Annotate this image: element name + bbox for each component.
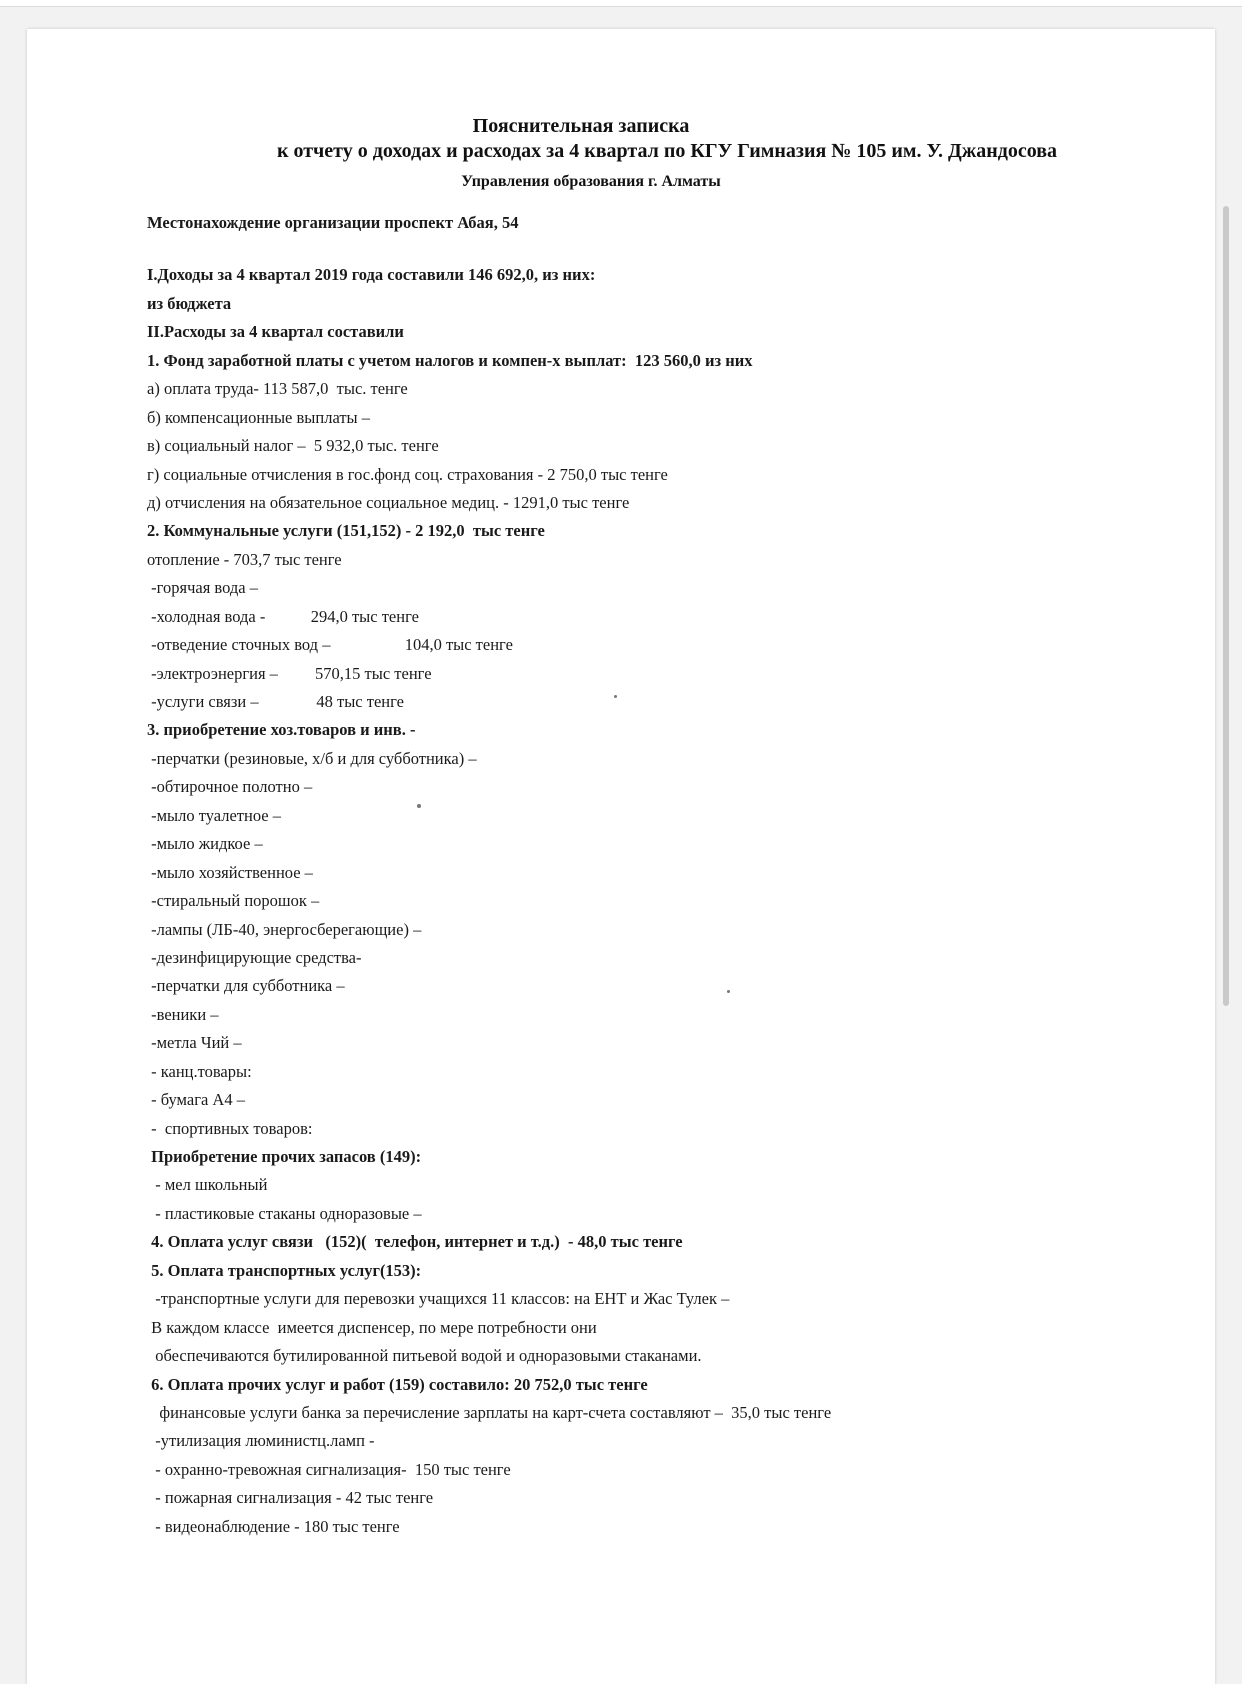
document-line: в) социальный налог – 5 932,0 тыс. тенге bbox=[147, 436, 439, 456]
document-line: -метла Чий – bbox=[147, 1033, 242, 1053]
document-line: -мыло туалетное – bbox=[147, 805, 281, 825]
document-line: -холодная вода - 294,0 тыс тенге bbox=[147, 606, 419, 626]
document-line: -перчатки для субботника – bbox=[147, 976, 345, 996]
location-line: Местонахождение организации проспект Абая, 54 bbox=[147, 213, 519, 232]
document-line: д) отчисления на обязательное социальное медиц. - 1291,0 тыс тенге bbox=[147, 492, 630, 512]
document-department: Управления образования г. Алматы bbox=[461, 173, 721, 190]
scan-speck bbox=[727, 990, 730, 993]
document-line: финансовые услуги банка за перечисление зарплаты на карт-счета составляют – 35,0 тыс тенге bbox=[147, 1402, 832, 1422]
previous-page-edge bbox=[0, 0, 1242, 7]
document-line: - канц.товары: bbox=[147, 1061, 252, 1081]
document-line: -транспортные услуги для перевозки учащихся 11 классов: на ЕНТ и Жас Тулек – bbox=[147, 1289, 730, 1309]
document-line: 6. Оплата прочих услуг и работ (159) составило: 20 752,0 тыс тенге bbox=[147, 1374, 648, 1394]
scan-speck bbox=[417, 804, 421, 808]
scan-speck bbox=[614, 695, 617, 698]
document-line: обеспечиваются бутилированной питьевой водой и одноразовыми стаканами. bbox=[147, 1346, 702, 1366]
document-line: II.Расходы за 4 квартал составили bbox=[147, 322, 404, 342]
document-line: - пожарная сигнализация - 42 тыс тенге bbox=[147, 1488, 434, 1508]
document-line: -перчатки (резиновые, х/б и для субботника) – bbox=[147, 748, 477, 768]
content-lines bbox=[147, 261, 1187, 1541]
document-line: -дезинфицирующие средства- bbox=[147, 947, 362, 967]
document-line: -услуги связи – 48 тыс тенге bbox=[147, 692, 404, 711]
document-line: из бюджета bbox=[147, 293, 232, 313]
document-line: 3. приобретение хоз.товаров и инв. - bbox=[147, 720, 416, 740]
document-line: В каждом классе имеется диспенсер, по мере потребности они bbox=[147, 1317, 597, 1337]
document-line: 5. Оплата транспортных услуг(153): bbox=[147, 1260, 422, 1280]
document-line: -лампы (ЛБ-40, энергосберегающие) – bbox=[147, 919, 422, 939]
document-line: - бумага А4 – bbox=[147, 1090, 245, 1110]
document-page bbox=[27, 29, 1215, 1684]
document-line: - охранно-тревожная сигнализация- 150 тыс тенге bbox=[147, 1459, 511, 1479]
document-line: г) социальные отчисления в гос.фонд соц. страхования - 2 750,0 тыс тенге bbox=[147, 464, 668, 484]
document-line: -отведение сточных вод – 104,0 тыс тенге bbox=[147, 635, 513, 655]
document-line: - видеонаблюдение - 180 тыс тенге bbox=[147, 1516, 400, 1536]
document-line: I.Доходы за 4 квартал 2019 года составили 146 692,0, из них: bbox=[147, 265, 596, 285]
document-subtitle: к отчету о доходах и расходах за 4 квартал по КГУ Гимназия № 105 им. У. Джандосова bbox=[276, 140, 1058, 162]
document-line: -обтирочное полотно – bbox=[147, 777, 313, 797]
document-body bbox=[147, 209, 1187, 1541]
document-line: - спортивных товаров: bbox=[147, 1118, 313, 1138]
document-line: - пластиковые стаканы одноразовые – bbox=[147, 1203, 422, 1223]
document-line: -веники – bbox=[147, 1004, 219, 1024]
document-line: 4. Оплата услуг связи (152)( телефон, интернет и т.д.) - 48,0 тыс тенге bbox=[147, 1232, 683, 1252]
document-line: -электроэнергия – 570,15 тыс тенге bbox=[147, 663, 432, 683]
document-line: -утилизация люминистц.ламп - bbox=[147, 1431, 375, 1451]
document-line: 2. Коммунальные услуги (151,152) - 2 192,0 тыс тенге bbox=[147, 521, 545, 541]
document-line: -мыло жидкое – bbox=[147, 834, 263, 854]
document-line: б) компенсационные выплаты – bbox=[147, 407, 371, 427]
document-line: 1. Фонд заработной платы с учетом налогов и компен-х выплат: 123 560,0 из них bbox=[147, 350, 753, 370]
blank-gap bbox=[147, 237, 1187, 261]
document-line: Приобретение прочих запасов (149): bbox=[147, 1147, 422, 1166]
document-line: -мыло хозяйственное – bbox=[147, 862, 313, 882]
scrollbar-thumb[interactable] bbox=[1223, 206, 1229, 1006]
document-line: -стиральный порошок – bbox=[147, 891, 320, 911]
document-title: Пояснительная записка bbox=[472, 115, 690, 137]
document-line: а) оплата труда- 113 587,0 тыс. тенге bbox=[147, 379, 408, 399]
document-line: - мел школьный bbox=[147, 1175, 268, 1195]
document-line: -горячая вода – bbox=[147, 578, 258, 598]
document-line: отопление - 703,7 тыс тенге bbox=[147, 549, 342, 569]
